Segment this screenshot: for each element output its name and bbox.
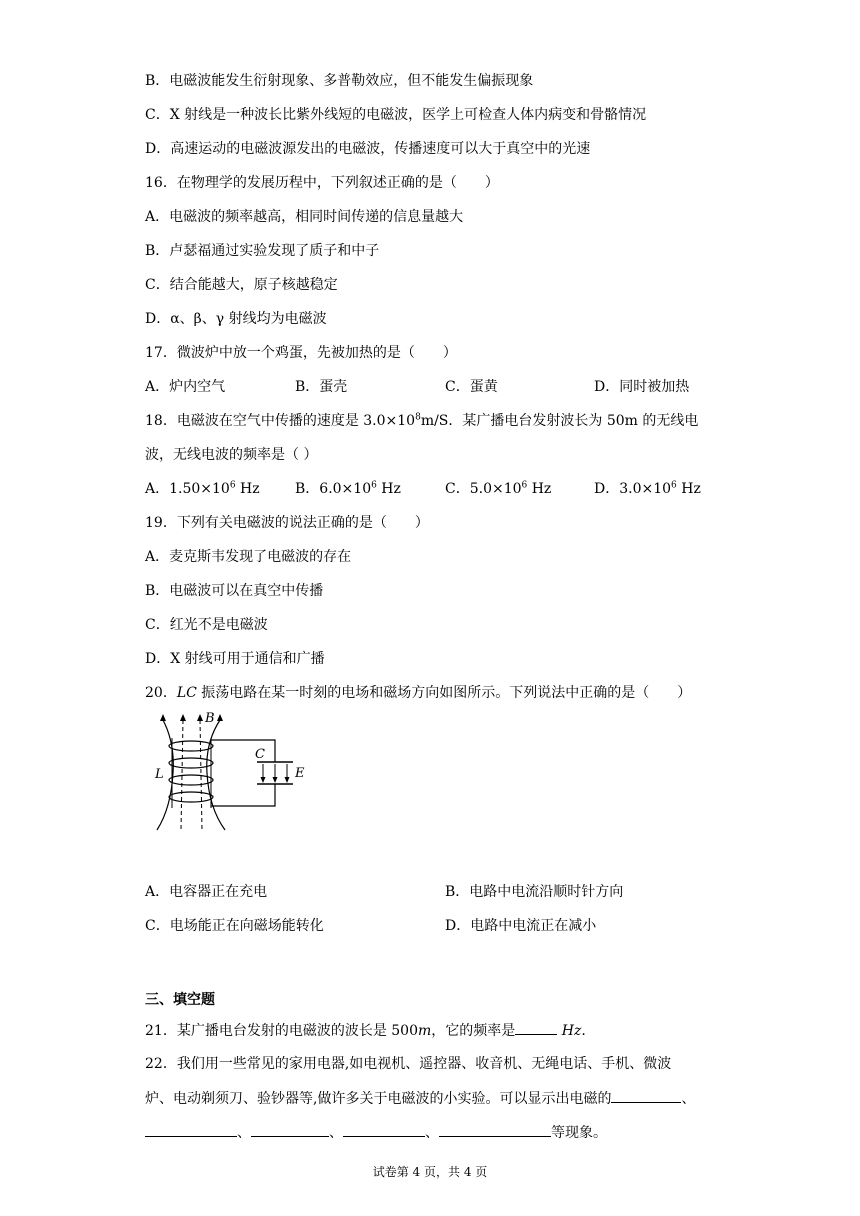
q17-option-d: D．同时被加热 [594, 379, 690, 395]
q21-stem: 21．某广播电台发射的电磁波的波长是 500m，它的频率是 Hz. [145, 1020, 586, 1041]
answer-blank[interactable] [611, 1088, 681, 1103]
q19-option-d: D．X 射线可用于通信和广播 [145, 651, 325, 667]
q19-stem: 19．下列有关电磁波的说法正确的是（ ） [145, 515, 429, 531]
q22-line2: 炉、电动剃须刀、验钞器等,做许多关于电磁波的小实验。可以显示出电磁的 、 [145, 1088, 695, 1109]
q16-option-d: D．α、β、γ 射线均为电磁波 [145, 311, 327, 327]
q17-stem: 17．微波炉中放一个鸡蛋，先被加热的是（ ） [145, 345, 457, 361]
label-c: C [255, 747, 265, 762]
q15-option-c: C．X 射线是一种波长比紫外线短的电磁波，医学上可检查人体内病变和骨骼情况 [145, 107, 647, 123]
q17-option-b: B．蛋壳 [295, 379, 348, 395]
label-l: L [155, 767, 164, 782]
q20-option-a: A．电容器正在充电 [145, 884, 268, 900]
q18-option-b: B．$6.0\times 10^6$ Hz [295, 480, 401, 497]
q17-option-a: A．炉内空气 [145, 379, 226, 395]
q19-option-a: A．麦克斯韦发现了电磁波的存在 [145, 549, 352, 565]
section-title: 三、填空题 [145, 992, 215, 1008]
q17-option-c: C．蛋黄 [445, 379, 498, 395]
answer-blank[interactable] [515, 1020, 557, 1035]
q18-option-d: D．$3.0\times 10^6$ Hz [594, 480, 701, 497]
answer-blank[interactable] [145, 1122, 237, 1137]
q18-option-c: C．$5.0\times 10^6$ Hz [445, 480, 552, 497]
q16-option-c: C．结合能越大，原子核越稳定 [145, 277, 338, 293]
q20-option-d: D．电路中电流正在减小 [445, 918, 597, 934]
answer-blank[interactable] [343, 1122, 425, 1137]
q18-option-a: A．$1.50\times 10^6$ Hz [145, 480, 260, 497]
q16-option-a: A．电磁波的频率越高，相同时间传递的信息量越大 [145, 209, 464, 225]
lc-circuit-figure [145, 708, 305, 838]
label-b: B [205, 711, 215, 726]
q15-option-b: B．电磁波能发生衍射现象、多普勒效应，但不能发生偏振现象 [145, 73, 534, 89]
q16-option-b: B．卢瑟福通过实验发现了质子和中子 [145, 243, 380, 259]
q20-stem: 20．LC 振荡电路在某一时刻的电场和磁场方向如图所示。下列说法中正确的是（ ） [145, 685, 692, 701]
label-e: E [295, 766, 305, 781]
answer-blank[interactable] [251, 1122, 329, 1137]
q20-option-b: B．电路中电流沿顺时针方向 [445, 884, 624, 900]
q18-stem-line2: 波，无线电波的频率是（ ） [145, 447, 318, 463]
answer-blank[interactable] [439, 1122, 551, 1137]
page-footer: 试卷第 4 页，共 4 页 [372, 1165, 488, 1179]
q22-line3: 、 、 、 等现象。 [145, 1122, 607, 1143]
q15-option-d: D．高速运动的电磁波源发出的电磁波，传播速度可以大于真空中的光速 [145, 141, 591, 157]
q18-stem: 18．电磁波在空气中传播的速度是 $3.0\times 10^8m/S$．某广播电台发射波长为 50m 的无线电 [145, 412, 699, 429]
q16-stem: 16．在物理学的发展历程中，下列叙述正确的是（ ） [145, 175, 499, 191]
q20-option-c: C．电场能正在向磁场能转化 [145, 918, 324, 934]
q19-option-b: B．电磁波可以在真空中传播 [145, 583, 324, 599]
q22-line1: 22．我们用一些常见的家用电器,如电视机、遥控器、收音机、无绳电话、手机、微波 [145, 1056, 672, 1072]
q19-option-c: C．红光不是电磁波 [145, 617, 268, 633]
